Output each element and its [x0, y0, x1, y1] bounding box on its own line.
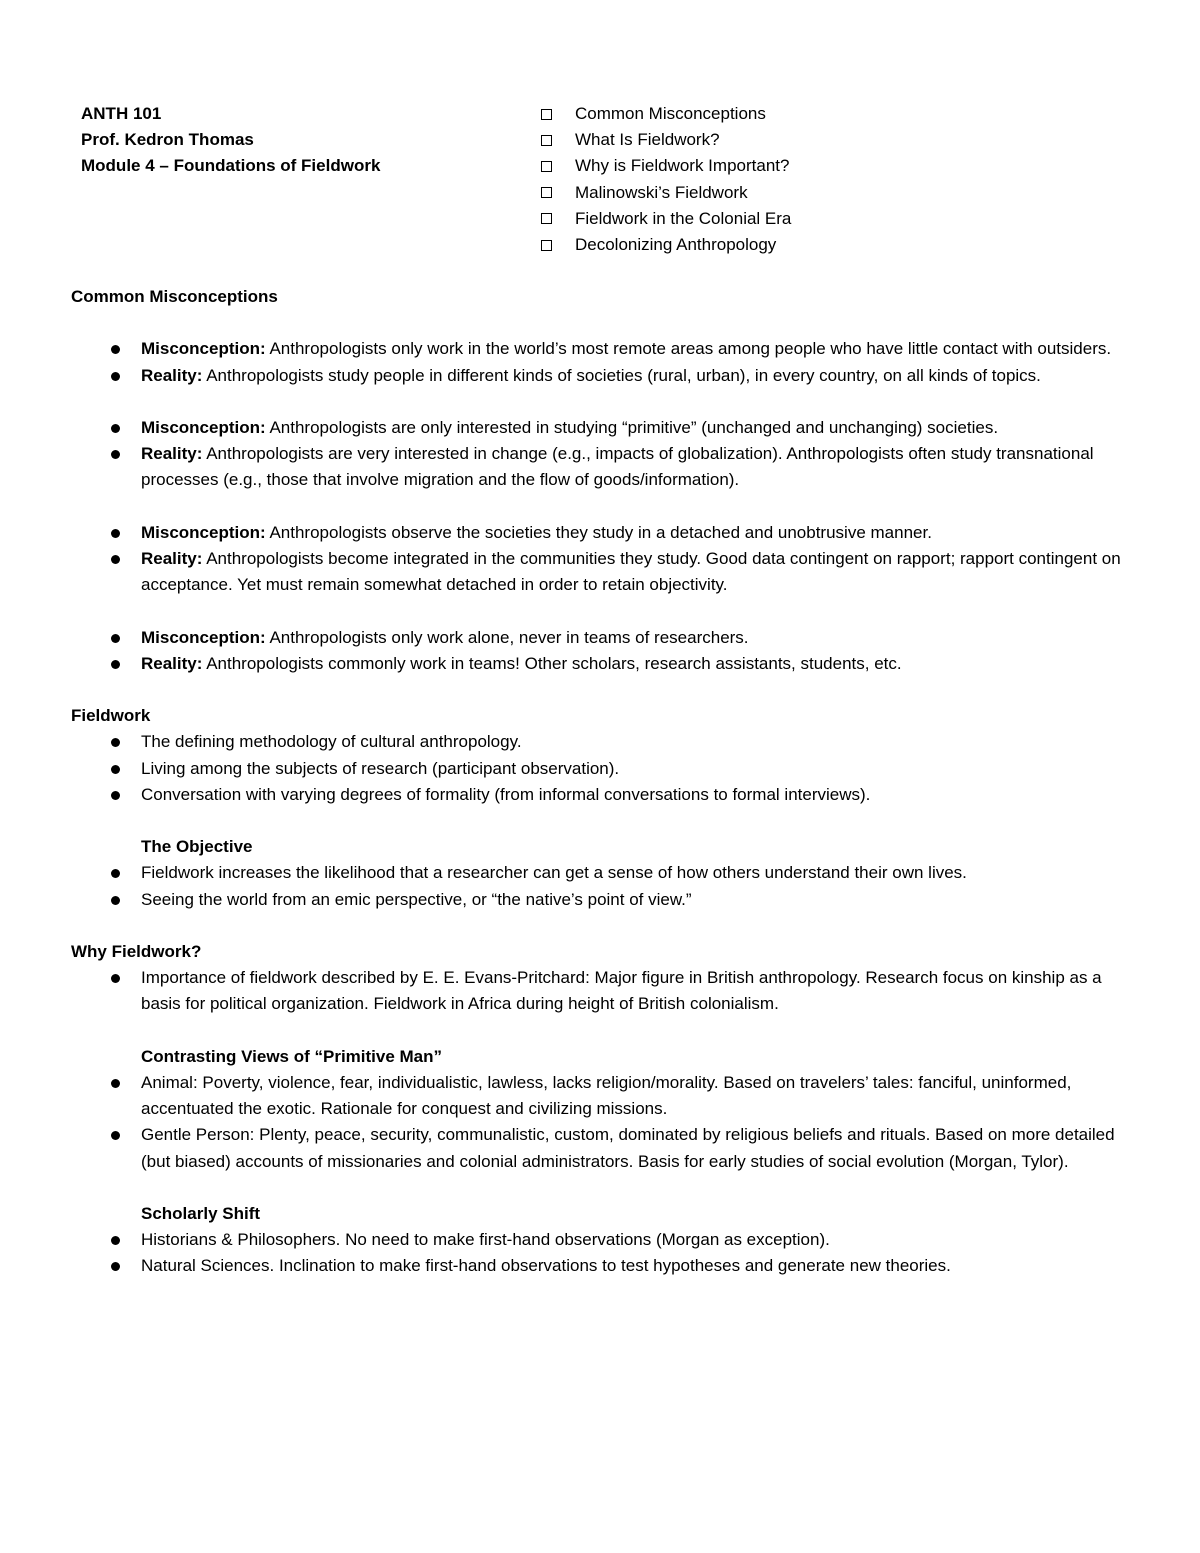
list-item: Conversation with varying degrees of formality (from informal conversations to formal interviews).: [71, 782, 1141, 808]
reality-item: Reality: Anthropologists commonly work in teams! Other scholars, research assistants, students, etc.: [71, 651, 1141, 677]
checklist-item: What Is Fieldwork?: [541, 127, 791, 153]
topic-checklist: [541, 101, 791, 258]
why-list: [71, 965, 1141, 1017]
list-item: Seeing the world from an emic perspective, or “the native’s point of view.”: [71, 887, 1141, 913]
checkbox-icon: [541, 240, 552, 251]
checklist-item: Fieldwork in the Colonial Era: [541, 206, 791, 232]
checkbox-icon: [541, 109, 552, 120]
document-header: [81, 101, 380, 179]
subheading-scholarly-shift: Scholarly Shift: [141, 1203, 261, 1223]
checkbox-icon: [541, 187, 552, 198]
list-item: Animal: Poverty, violence, fear, individualistic, lawless, lacks religion/morality. Based on travelers’ tales: fanciful, uninformed, accentuated the exotic. Rationale for conquest and civilizing missions.: [71, 1070, 1141, 1122]
reality-item: Reality: Anthropologists are very interested in change (e.g., impacts of globalization). Anthropologists often study transnational processes (e.g., those that involve migration and the flow of goods/information).: [71, 441, 1141, 493]
subheading-objective: The Objective: [141, 837, 253, 857]
misconception-list-3: [71, 520, 1141, 599]
checklist-item: Why is Fieldwork Important?: [541, 153, 791, 179]
subheading-contrasting-views: Contrasting Views of “Primitive Man”: [141, 1046, 443, 1066]
list-item: Historians & Philosophers. No need to make first-hand observations (Morgan as exception).: [71, 1227, 1141, 1253]
misconception-item: Misconception: Anthropologists observe the societies they study in a detached and unobtrusive manner.: [71, 520, 1141, 546]
reality-item: Reality: Anthropologists become integrated in the communities they study. Good data contingent on rapport; rapport contingent on acceptance. Yet must remain somewhat detached in order to retain objectivity.: [71, 546, 1141, 598]
misconception-list-2: [71, 415, 1141, 494]
reality-item: Reality: Anthropologists study people in different kinds of societies (rural, urban), in every country, on all kinds of topics.: [71, 363, 1141, 389]
module-title: Module 4 – Foundations of Fieldwork: [81, 156, 381, 175]
checkbox-icon: [541, 161, 552, 172]
list-item: Importance of fieldwork described by E. E. Evans-Pritchard: Major figure in British anthropology. Research focus on kinship as a basis for political organization. Fieldwork in Africa during height of British colonialism.: [71, 965, 1141, 1017]
misconception-item: Misconception: Anthropologists are only interested in studying “primitive” (unchanged and unchanging) societies.: [71, 415, 1141, 441]
contrast-list: [71, 1070, 1141, 1175]
misconception-item: Misconception: Anthropologists only work alone, never in teams of researchers.: [71, 625, 1141, 651]
list-item: Gentle Person: Plenty, peace, security, communalistic, custom, dominated by religious beliefs and rituals. Based on more detailed (but biased) accounts of missionaries and colonial administrators. Basis for early studies of social evolution (Morgan, Tylor).: [71, 1122, 1141, 1174]
list-item: The defining methodology of cultural anthropology.: [71, 729, 1141, 755]
checkbox-icon: [541, 213, 552, 224]
section-heading-fieldwork: Fieldwork: [71, 706, 151, 726]
checklist-item: Decolonizing Anthropology: [541, 232, 791, 258]
notes-body: [71, 284, 1141, 1280]
checklist-item: Common Misconceptions: [541, 101, 791, 127]
checkbox-icon: [541, 135, 552, 146]
section-heading-why-fieldwork: Why Fieldwork?: [71, 941, 202, 961]
fieldwork-list: [71, 729, 1141, 808]
objective-list: [71, 860, 1141, 912]
section-heading-misconceptions: Common Misconceptions: [71, 287, 278, 306]
list-item: Fieldwork increases the likelihood that a researcher can get a sense of how others understand their own lives.: [71, 860, 1141, 886]
checklist-item: Malinowski’s Fieldwork: [541, 180, 791, 206]
misconception-list-1: [71, 336, 1141, 388]
list-item: Living among the subjects of research (participant observation).: [71, 756, 1141, 782]
misconception-list-4: [71, 625, 1141, 677]
professor-name: Prof. Kedron Thomas: [81, 130, 254, 149]
misconception-item: Misconception: Anthropologists only work in the world’s most remote areas among people who have little contact with outsiders.: [71, 336, 1141, 362]
course-code: ANTH 101: [81, 104, 162, 123]
list-item: Natural Sciences. Inclination to make first-hand observations to test hypotheses and generate new theories.: [71, 1253, 1141, 1279]
shift-list: [71, 1227, 1141, 1279]
